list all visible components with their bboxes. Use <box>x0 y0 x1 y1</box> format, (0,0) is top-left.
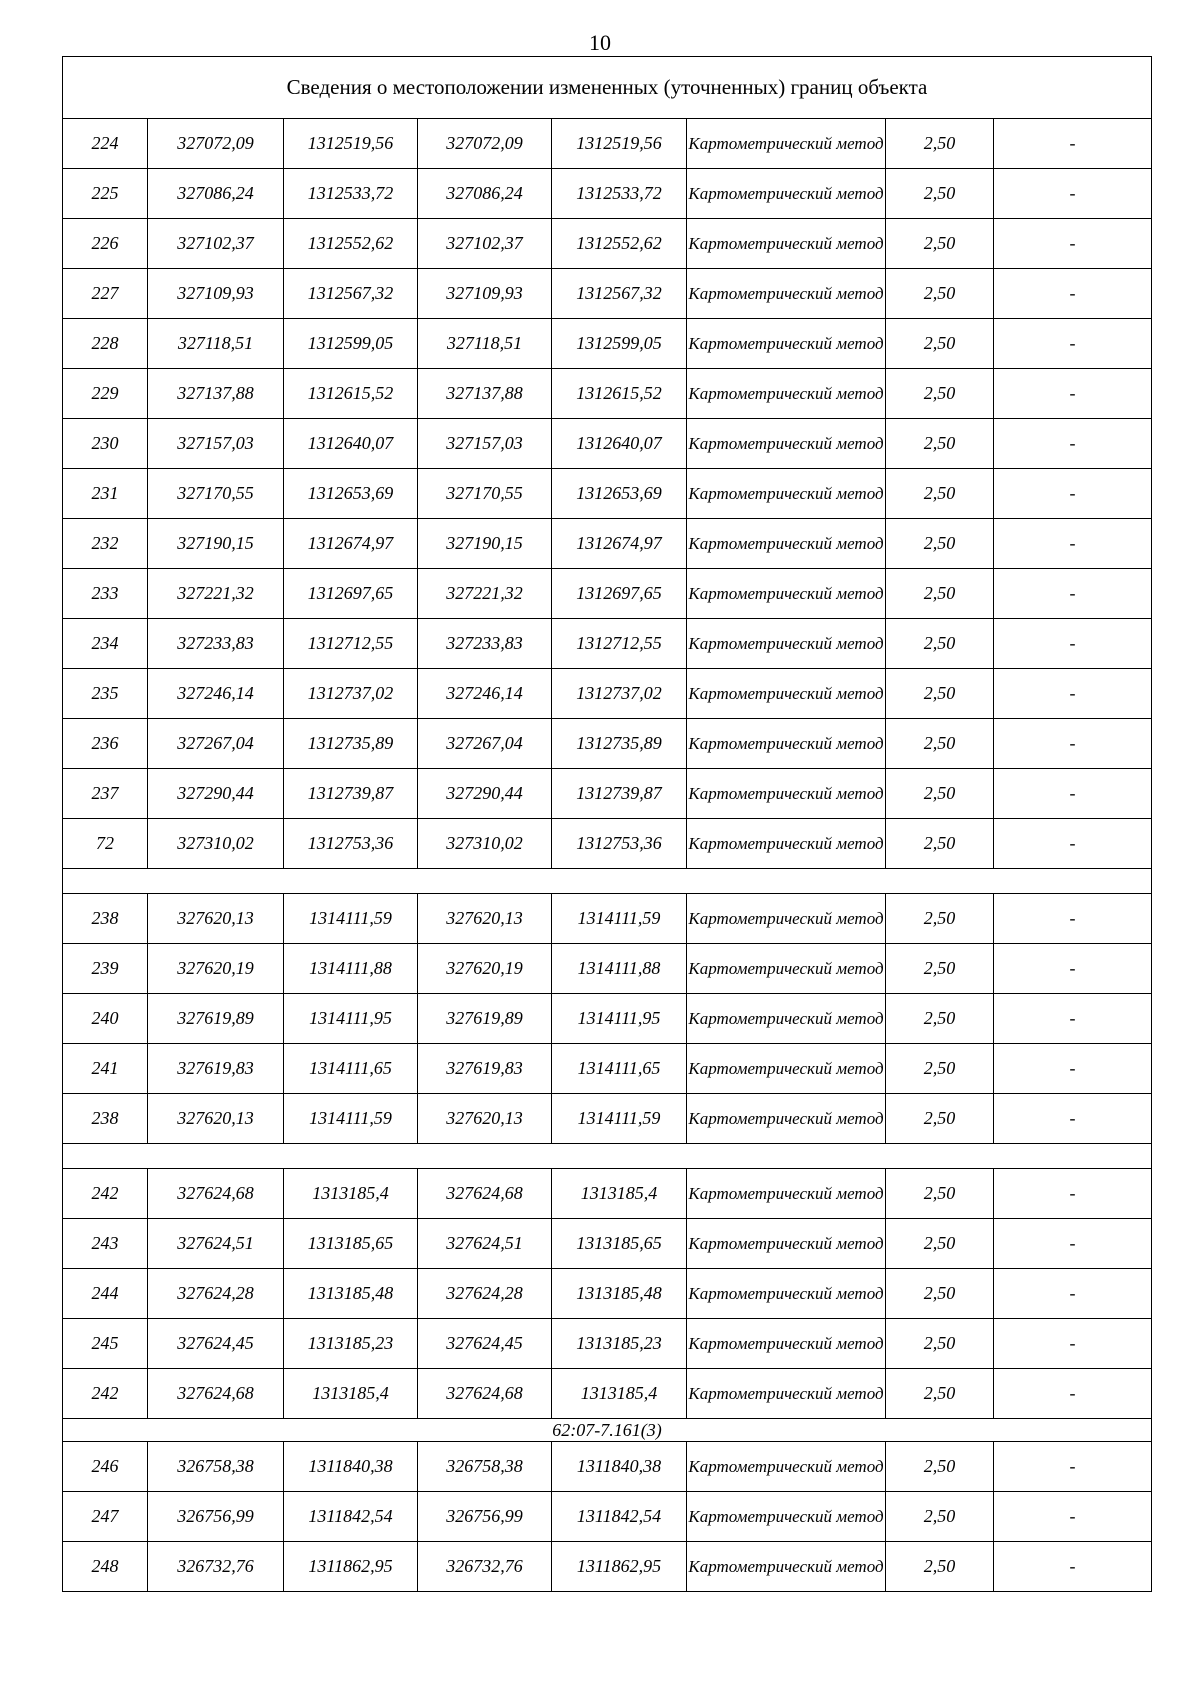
x-refined-cell: 327118,51 <box>418 319 552 369</box>
point-number-cell: 228 <box>63 319 148 369</box>
accuracy-cell: 2,50 <box>886 1369 994 1419</box>
x-refined-cell: 327624,51 <box>418 1219 552 1269</box>
y-existing-cell: 1314111,59 <box>284 1094 418 1144</box>
accuracy-cell: 2,50 <box>886 1044 994 1094</box>
separator-row <box>63 869 1152 894</box>
description-cell: - <box>994 719 1152 769</box>
description-cell: - <box>994 1269 1152 1319</box>
description-cell: - <box>994 419 1152 469</box>
description-cell: - <box>994 619 1152 669</box>
y-existing-cell: 1313185,4 <box>284 1169 418 1219</box>
y-refined-cell: 1312615,52 <box>552 369 687 419</box>
method-cell: Картометрический метод <box>687 269 886 319</box>
point-number-cell: 230 <box>63 419 148 469</box>
x-refined-cell: 326756,99 <box>418 1492 552 1542</box>
x-existing-cell: 327190,15 <box>148 519 284 569</box>
table-row <box>63 1369 1152 1419</box>
table-row <box>63 319 1152 369</box>
y-existing-cell: 1313185,48 <box>284 1269 418 1319</box>
description-cell: - <box>994 169 1152 219</box>
method-cell: Картометрический метод <box>687 1044 886 1094</box>
y-refined-cell: 1311842,54 <box>552 1492 687 1542</box>
x-refined-cell: 326732,76 <box>418 1542 552 1592</box>
method-cell: Картометрический метод <box>687 1542 886 1592</box>
x-refined-cell: 327221,32 <box>418 569 552 619</box>
table-row <box>63 1492 1152 1542</box>
table-row <box>63 569 1152 619</box>
y-existing-cell: 1312653,69 <box>284 469 418 519</box>
x-existing-cell: 327310,02 <box>148 819 284 869</box>
accuracy-cell: 2,50 <box>886 769 994 819</box>
accuracy-cell: 2,50 <box>886 319 994 369</box>
y-existing-cell: 1312615,52 <box>284 369 418 419</box>
y-existing-cell: 1312735,89 <box>284 719 418 769</box>
x-existing-cell: 327246,14 <box>148 669 284 719</box>
description-cell: - <box>994 894 1152 944</box>
table-row <box>63 769 1152 819</box>
y-refined-cell: 1313185,65 <box>552 1219 687 1269</box>
y-existing-cell: 1312599,05 <box>284 319 418 369</box>
description-cell: - <box>994 1319 1152 1369</box>
x-existing-cell: 327620,13 <box>148 894 284 944</box>
accuracy-cell: 2,50 <box>886 1219 994 1269</box>
y-refined-cell: 1313185,48 <box>552 1269 687 1319</box>
y-existing-cell: 1313185,65 <box>284 1219 418 1269</box>
y-refined-cell: 1312552,62 <box>552 219 687 269</box>
description-cell: - <box>994 1169 1152 1219</box>
table-row <box>63 269 1152 319</box>
method-cell: Картометрический метод <box>687 119 886 169</box>
point-number-cell: 241 <box>63 1044 148 1094</box>
y-existing-cell: 1312712,55 <box>284 619 418 669</box>
accuracy-cell: 2,50 <box>886 119 994 169</box>
table-row <box>63 994 1152 1044</box>
accuracy-cell: 2,50 <box>886 169 994 219</box>
y-refined-cell: 1312735,89 <box>552 719 687 769</box>
accuracy-cell: 2,50 <box>886 469 994 519</box>
description-cell: - <box>994 369 1152 419</box>
x-existing-cell: 327624,68 <box>148 1369 284 1419</box>
y-refined-cell: 1313185,4 <box>552 1369 687 1419</box>
method-cell: Картометрический метод <box>687 769 886 819</box>
table-row <box>63 1044 1152 1094</box>
point-number-cell: 248 <box>63 1542 148 1592</box>
y-existing-cell: 1313185,23 <box>284 1319 418 1369</box>
y-refined-cell: 1312567,32 <box>552 269 687 319</box>
x-existing-cell: 327619,83 <box>148 1044 284 1094</box>
point-number-cell: 240 <box>63 994 148 1044</box>
point-number-cell: 232 <box>63 519 148 569</box>
method-cell: Картометрический метод <box>687 319 886 369</box>
y-refined-cell: 1312739,87 <box>552 769 687 819</box>
x-refined-cell: 327620,13 <box>418 894 552 944</box>
point-number-cell: 235 <box>63 669 148 719</box>
description-cell: - <box>994 1542 1152 1592</box>
method-cell: Картометрический метод <box>687 894 886 944</box>
description-cell: - <box>994 819 1152 869</box>
y-existing-cell: 1311842,54 <box>284 1492 418 1542</box>
x-existing-cell: 327267,04 <box>148 719 284 769</box>
description-cell: - <box>994 1219 1152 1269</box>
table-row <box>63 894 1152 944</box>
point-number-cell: 227 <box>63 269 148 319</box>
x-existing-cell: 327118,51 <box>148 319 284 369</box>
accuracy-cell: 2,50 <box>886 669 994 719</box>
accuracy-cell: 2,50 <box>886 219 994 269</box>
point-number-cell: 242 <box>63 1369 148 1419</box>
y-existing-cell: 1314111,95 <box>284 994 418 1044</box>
x-existing-cell: 327624,68 <box>148 1169 284 1219</box>
y-existing-cell: 1312567,32 <box>284 269 418 319</box>
boundary-coordinates-table <box>62 56 1152 1592</box>
method-cell: Картометрический метод <box>687 569 886 619</box>
table-row <box>63 944 1152 994</box>
point-number-cell: 238 <box>63 894 148 944</box>
x-existing-cell: 327157,03 <box>148 419 284 469</box>
y-refined-cell: 1312599,05 <box>552 319 687 369</box>
x-refined-cell: 327619,89 <box>418 994 552 1044</box>
method-cell: Картометрический метод <box>687 719 886 769</box>
description-cell: - <box>994 319 1152 369</box>
description-cell: - <box>994 994 1152 1044</box>
x-refined-cell: 327109,93 <box>418 269 552 319</box>
method-cell: Картометрический метод <box>687 944 886 994</box>
point-number-cell: 247 <box>63 1492 148 1542</box>
y-refined-cell: 1311840,38 <box>552 1442 687 1492</box>
x-existing-cell: 327102,37 <box>148 219 284 269</box>
y-refined-cell: 1311862,95 <box>552 1542 687 1592</box>
method-cell: Картометрический метод <box>687 1169 886 1219</box>
point-number-cell: 233 <box>63 569 148 619</box>
accuracy-cell: 2,50 <box>886 419 994 469</box>
x-refined-cell: 327624,28 <box>418 1269 552 1319</box>
y-refined-cell: 1312753,36 <box>552 819 687 869</box>
method-cell: Картометрический метод <box>687 419 886 469</box>
method-cell: Картометрический метод <box>687 994 886 1044</box>
x-existing-cell: 326758,38 <box>148 1442 284 1492</box>
description-cell: - <box>994 519 1152 569</box>
method-cell: Картометрический метод <box>687 1219 886 1269</box>
x-existing-cell: 326732,76 <box>148 1542 284 1592</box>
x-refined-cell: 327290,44 <box>418 769 552 819</box>
x-existing-cell: 327233,83 <box>148 619 284 669</box>
x-existing-cell: 327624,45 <box>148 1319 284 1369</box>
table-row <box>63 619 1152 669</box>
point-number-cell: 225 <box>63 169 148 219</box>
table-row <box>63 519 1152 569</box>
x-refined-cell: 326758,38 <box>418 1442 552 1492</box>
y-refined-cell: 1314111,88 <box>552 944 687 994</box>
y-refined-cell: 1312674,97 <box>552 519 687 569</box>
method-cell: Картометрический метод <box>687 169 886 219</box>
x-existing-cell: 327290,44 <box>148 769 284 819</box>
description-cell: - <box>994 1492 1152 1542</box>
table-row <box>63 1542 1152 1592</box>
x-refined-cell: 327267,04 <box>418 719 552 769</box>
description-cell: - <box>994 669 1152 719</box>
y-refined-cell: 1314111,95 <box>552 994 687 1044</box>
accuracy-cell: 2,50 <box>886 519 994 569</box>
point-number-cell: 245 <box>63 1319 148 1369</box>
point-number-cell: 224 <box>63 119 148 169</box>
point-number-cell: 244 <box>63 1269 148 1319</box>
x-refined-cell: 327620,13 <box>418 1094 552 1144</box>
point-number-cell: 236 <box>63 719 148 769</box>
point-number-cell: 243 <box>63 1219 148 1269</box>
table-row <box>63 1219 1152 1269</box>
x-existing-cell: 327620,19 <box>148 944 284 994</box>
x-refined-cell: 327137,88 <box>418 369 552 419</box>
y-refined-cell: 1312712,55 <box>552 619 687 669</box>
x-existing-cell: 327624,51 <box>148 1219 284 1269</box>
table-row <box>63 819 1152 869</box>
cadastral-group-row <box>63 1419 1152 1442</box>
accuracy-cell: 2,50 <box>886 369 994 419</box>
table-row <box>63 369 1152 419</box>
table-row <box>63 1269 1152 1319</box>
table-row <box>63 719 1152 769</box>
method-cell: Картометрический метод <box>687 1369 886 1419</box>
method-cell: Картометрический метод <box>687 1269 886 1319</box>
accuracy-cell: 2,50 <box>886 619 994 669</box>
table-row <box>63 1094 1152 1144</box>
accuracy-cell: 2,50 <box>886 894 994 944</box>
method-cell: Картометрический метод <box>687 1094 886 1144</box>
point-number-cell: 229 <box>63 369 148 419</box>
method-cell: Картометрический метод <box>687 469 886 519</box>
description-cell: - <box>994 1094 1152 1144</box>
x-existing-cell: 327072,09 <box>148 119 284 169</box>
method-cell: Картометрический метод <box>687 1492 886 1542</box>
point-number-cell: 231 <box>63 469 148 519</box>
point-number-cell: 246 <box>63 1442 148 1492</box>
method-cell: Картометрический метод <box>687 219 886 269</box>
x-refined-cell: 327190,15 <box>418 519 552 569</box>
accuracy-cell: 2,50 <box>886 569 994 619</box>
point-number-cell: 234 <box>63 619 148 669</box>
description-cell: - <box>994 769 1152 819</box>
x-refined-cell: 327233,83 <box>418 619 552 669</box>
y-existing-cell: 1312640,07 <box>284 419 418 469</box>
method-cell: Картометрический метод <box>687 1319 886 1369</box>
table-row <box>63 669 1152 719</box>
accuracy-cell: 2,50 <box>886 1319 994 1369</box>
x-refined-cell: 327620,19 <box>418 944 552 994</box>
accuracy-cell: 2,50 <box>886 994 994 1044</box>
table-row <box>63 119 1152 169</box>
table-row <box>63 469 1152 519</box>
x-existing-cell: 327620,13 <box>148 1094 284 1144</box>
description-cell: - <box>994 1369 1152 1419</box>
y-existing-cell: 1313185,4 <box>284 1369 418 1419</box>
x-existing-cell: 327137,88 <box>148 369 284 419</box>
y-existing-cell: 1311862,95 <box>284 1542 418 1592</box>
accuracy-cell: 2,50 <box>886 1269 994 1319</box>
description-cell: - <box>994 944 1152 994</box>
x-existing-cell: 327221,32 <box>148 569 284 619</box>
x-existing-cell: 327086,24 <box>148 169 284 219</box>
accuracy-cell: 2,50 <box>886 1094 994 1144</box>
y-refined-cell: 1313185,23 <box>552 1319 687 1369</box>
description-cell: - <box>994 1044 1152 1094</box>
x-existing-cell: 327109,93 <box>148 269 284 319</box>
point-number-cell: 226 <box>63 219 148 269</box>
accuracy-cell: 2,50 <box>886 944 994 994</box>
y-existing-cell: 1312552,62 <box>284 219 418 269</box>
method-cell: Картометрический метод <box>687 519 886 569</box>
description-cell: - <box>994 1442 1152 1492</box>
y-existing-cell: 1312674,97 <box>284 519 418 569</box>
y-existing-cell: 1312533,72 <box>284 169 418 219</box>
method-cell: Картометрический метод <box>687 369 886 419</box>
separator-row <box>63 1144 1152 1169</box>
table-row <box>63 1169 1152 1219</box>
y-existing-cell: 1312753,36 <box>284 819 418 869</box>
method-cell: Картометрический метод <box>687 619 886 669</box>
x-refined-cell: 327624,45 <box>418 1319 552 1369</box>
accuracy-cell: 2,50 <box>886 269 994 319</box>
table-title: Сведения о местоположении измененных (уточненных) границ объекта <box>63 57 1152 119</box>
description-cell: - <box>994 119 1152 169</box>
accuracy-cell: 2,50 <box>886 819 994 869</box>
x-refined-cell: 327624,68 <box>418 1169 552 1219</box>
x-refined-cell: 327072,09 <box>418 119 552 169</box>
table-row <box>63 419 1152 469</box>
x-refined-cell: 327619,83 <box>418 1044 552 1094</box>
y-refined-cell: 1314111,59 <box>552 894 687 944</box>
x-refined-cell: 327157,03 <box>418 419 552 469</box>
y-existing-cell: 1314111,65 <box>284 1044 418 1094</box>
y-refined-cell: 1312533,72 <box>552 169 687 219</box>
y-existing-cell: 1312697,65 <box>284 569 418 619</box>
x-existing-cell: 327170,55 <box>148 469 284 519</box>
y-refined-cell: 1312640,07 <box>552 419 687 469</box>
y-refined-cell: 1314111,65 <box>552 1044 687 1094</box>
y-refined-cell: 1312737,02 <box>552 669 687 719</box>
y-existing-cell: 1312519,56 <box>284 119 418 169</box>
description-cell: - <box>994 269 1152 319</box>
x-refined-cell: 327102,37 <box>418 219 552 269</box>
x-refined-cell: 327170,55 <box>418 469 552 519</box>
point-number-cell: 238 <box>63 1094 148 1144</box>
y-refined-cell: 1313185,4 <box>552 1169 687 1219</box>
y-refined-cell: 1312653,69 <box>552 469 687 519</box>
x-refined-cell: 327086,24 <box>418 169 552 219</box>
y-refined-cell: 1312697,65 <box>552 569 687 619</box>
point-number-cell: 242 <box>63 1169 148 1219</box>
point-number-cell: 237 <box>63 769 148 819</box>
description-cell: - <box>994 469 1152 519</box>
cadastral-number-label: 62:07-7.161(3) <box>63 1419 1152 1442</box>
x-refined-cell: 327246,14 <box>418 669 552 719</box>
x-existing-cell: 326756,99 <box>148 1492 284 1542</box>
y-existing-cell: 1311840,38 <box>284 1442 418 1492</box>
y-refined-cell: 1314111,59 <box>552 1094 687 1144</box>
x-refined-cell: 327624,68 <box>418 1369 552 1419</box>
accuracy-cell: 2,50 <box>886 1169 994 1219</box>
accuracy-cell: 2,50 <box>886 1492 994 1542</box>
y-existing-cell: 1312737,02 <box>284 669 418 719</box>
method-cell: Картометрический метод <box>687 1442 886 1492</box>
accuracy-cell: 2,50 <box>886 719 994 769</box>
method-cell: Картометрический метод <box>687 669 886 719</box>
x-refined-cell: 327310,02 <box>418 819 552 869</box>
y-existing-cell: 1312739,87 <box>284 769 418 819</box>
accuracy-cell: 2,50 <box>886 1442 994 1492</box>
y-existing-cell: 1314111,88 <box>284 944 418 994</box>
x-existing-cell: 327619,89 <box>148 994 284 1044</box>
separator-cell <box>63 869 1152 894</box>
table-row <box>63 169 1152 219</box>
separator-cell <box>63 1144 1152 1169</box>
y-existing-cell: 1314111,59 <box>284 894 418 944</box>
point-number-cell: 239 <box>63 944 148 994</box>
table-row <box>63 1442 1152 1492</box>
description-cell: - <box>994 569 1152 619</box>
point-number-cell: 72 <box>63 819 148 869</box>
accuracy-cell: 2,50 <box>886 1542 994 1592</box>
table-row <box>63 1319 1152 1369</box>
table-row <box>63 219 1152 269</box>
method-cell: Картометрический метод <box>687 819 886 869</box>
y-refined-cell: 1312519,56 <box>552 119 687 169</box>
description-cell: - <box>994 219 1152 269</box>
page-number: 10 <box>589 30 611 55</box>
x-existing-cell: 327624,28 <box>148 1269 284 1319</box>
